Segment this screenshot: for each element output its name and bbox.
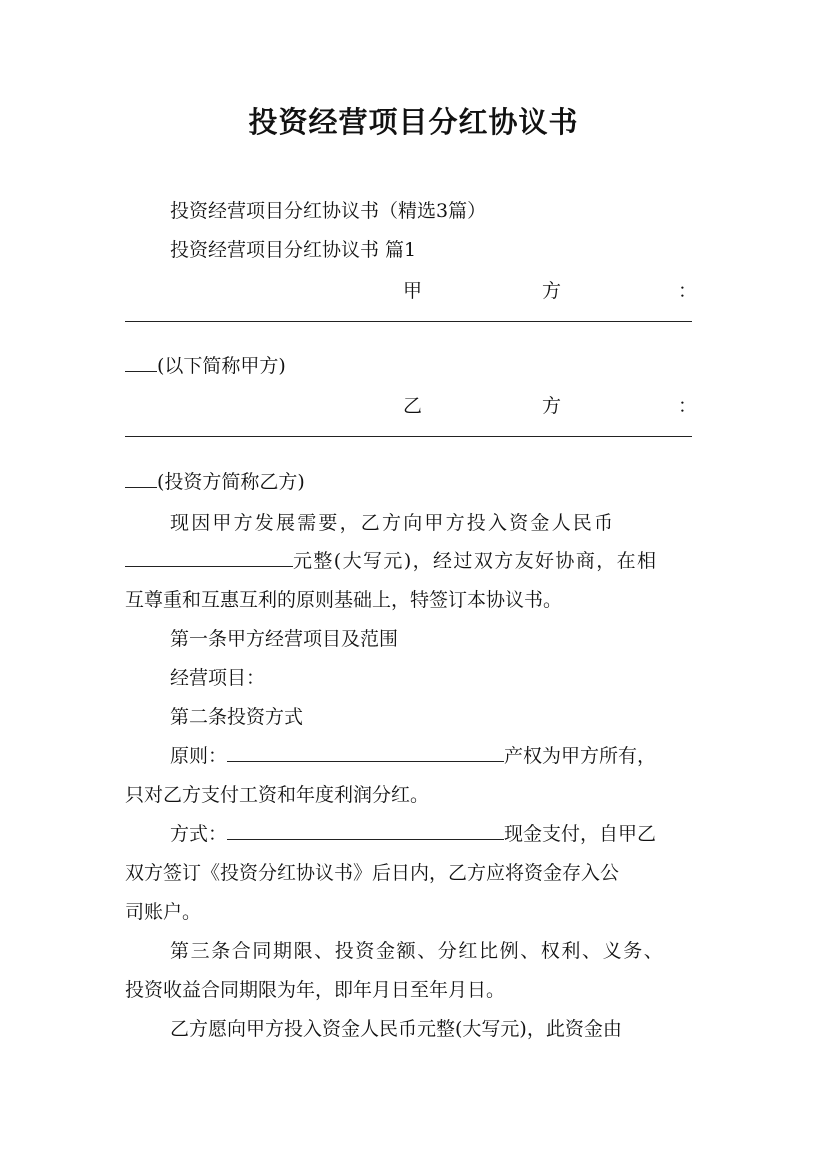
party-b-char2: 方 (542, 395, 562, 417)
intro-line-2-text: 元整(大写元)，经过双方友好协商，在相 (293, 550, 658, 572)
party-a-suffix-line (125, 353, 705, 379)
section-heading: 投资经营项目分红协议书 篇1 (170, 239, 417, 261)
party-a-blank-short (125, 353, 157, 372)
party-a-blank-line (125, 321, 692, 322)
article-3-line-2: 投资收益合同期限为年，即年月日至年月日。 (125, 979, 506, 1001)
party-b-suffix: (投资方简称乙方) (157, 471, 305, 493)
intro-line-3: 互尊重和互惠互利的原则基础上，特签订本协议书。 (125, 589, 563, 611)
party-a-suffix: (以下简称甲方) (157, 355, 286, 377)
principle-line-2: 只对乙方支付工资和年度利润分红。 (125, 784, 430, 806)
article-2: 第二条投资方式 (170, 706, 304, 728)
party-b-blank-line (125, 436, 692, 437)
party-b-blank-short (125, 469, 157, 488)
method-line-2: 双方签订《投资分红协议书》后日内，乙方应将资金存入公 (125, 862, 620, 884)
method-blank (227, 821, 504, 840)
document-title: 投资经营项目分红协议书 (248, 105, 579, 139)
principle-line-1 (170, 743, 750, 769)
last-paragraph: 乙方愿向甲方投入资金人民币元整(大写元)，此资金由 (170, 1018, 622, 1040)
amount-blank (125, 548, 293, 567)
principle-blank (227, 743, 504, 762)
party-b-char1: 乙 (403, 395, 423, 417)
intro-line-2 (125, 548, 705, 574)
principle-label: 原则： (170, 745, 228, 767)
party-a-char1: 甲 (403, 280, 423, 302)
party-a-char2: 方 (542, 280, 562, 302)
method-label: 方式： (170, 823, 228, 845)
business-item: 经营项目： (170, 667, 266, 689)
party-b-suffix-line (125, 469, 705, 495)
article-1: 第一条甲方经营项目及范围 (170, 628, 399, 650)
article-3-line-1: 第三条合同期限、投资金额、分红比例、权利、义务、 (170, 940, 665, 962)
subtitle: 投资经营项目分红协议书（精选3篇） (170, 200, 487, 222)
intro-line-1: 现因甲方发展需要，乙方向甲方投入资金人民币 (170, 512, 616, 534)
method-line-1 (170, 821, 750, 847)
method-line-3: 司账户。 (125, 901, 202, 923)
principle-after: 产权为甲方所有， (504, 745, 657, 767)
party-b-colon: ： (678, 395, 698, 417)
party-a-colon: ： (678, 280, 698, 302)
method-after: 现金支付，自甲乙 (504, 823, 657, 845)
